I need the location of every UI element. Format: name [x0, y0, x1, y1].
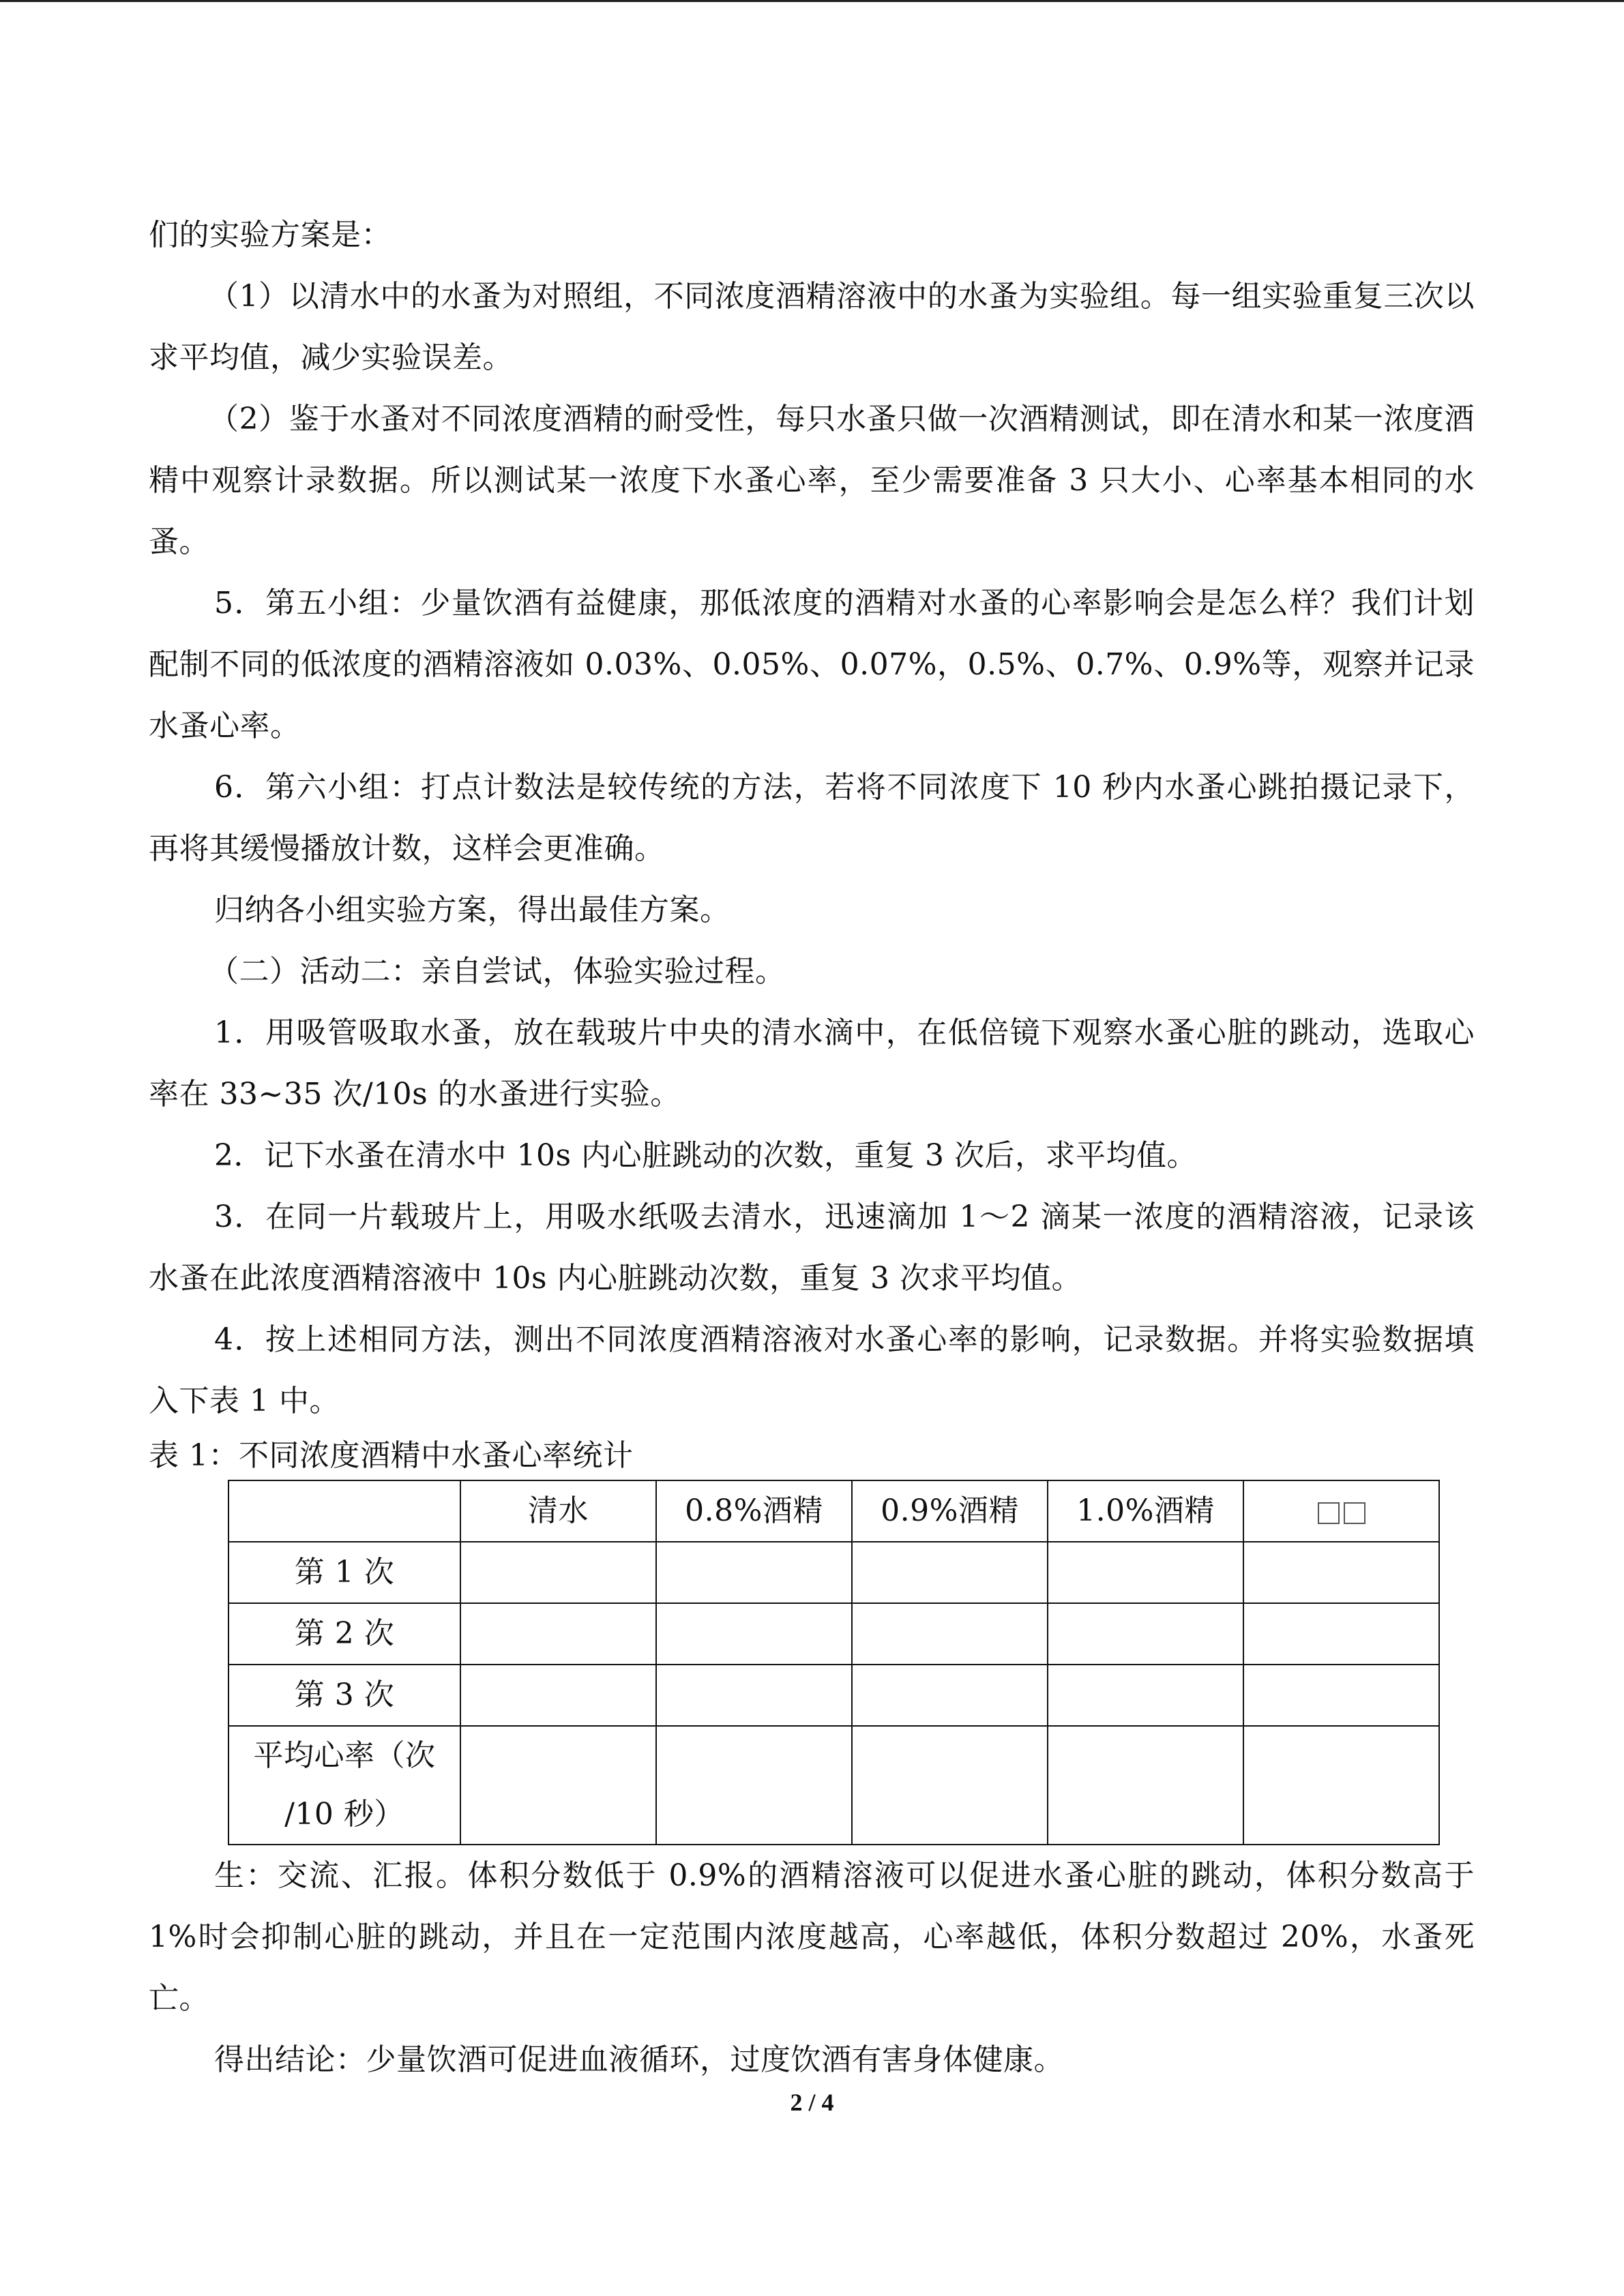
table-cell: [852, 1542, 1048, 1603]
table-header-cell: 0.9%酒精: [852, 1480, 1048, 1542]
page-number: 2 / 4: [790, 2089, 834, 2116]
table-header-placeholder: [1243, 1480, 1439, 1542]
table-cell: [656, 1665, 852, 1726]
paragraph-summary: 归纳各小组实验方案，得出最佳方案。: [214, 893, 730, 927]
table-cell: [1048, 1665, 1243, 1726]
table-cell: [1243, 1726, 1439, 1845]
table-header-row: [228, 1480, 1439, 1542]
paragraph-plan-item-1: （1）以清水中的水蚤为对照组，不同浓度酒精溶液中的水蚤为实验组。每一组实验重复三次以求平均值，减少实验误差。: [149, 279, 1475, 375]
heart-rate-table: [228, 1480, 1440, 1845]
paragraph-step-4: 4．按上述相同方法，测出不同浓度酒精溶液对水蚤心率的影响，记录数据。并将实验数据填入下表 1 中。: [149, 1322, 1475, 1418]
document-body: [149, 205, 1475, 2091]
table-cell: [852, 1726, 1048, 1845]
table-header-cell: [228, 1480, 460, 1542]
table-cell: [460, 1726, 656, 1845]
table-row: [228, 1665, 1439, 1726]
row-label-average: [228, 1726, 460, 1845]
table-cell: [656, 1542, 852, 1603]
missing-glyph-icon: [1318, 1502, 1340, 1524]
paragraph-activity-2: （二）活动二：亲自尝试，体验实验过程。: [209, 954, 786, 989]
row-label-line: 平均心率（次: [253, 1738, 436, 1773]
paragraph-step-3: 3．在同一片载玻片上，用吸水纸吸去清水，迅速滴加 1～2 滴某一浓度的酒精溶液，记录该水蚤在此浓度酒精溶液中 10s 内心脏跳动次数，重复 3 次求平均值。: [149, 1199, 1475, 1296]
table-cell: [852, 1603, 1048, 1665]
paragraph-report: 生：交流、汇报。体积分数低于 0.9%的酒精溶液可以促进水蚤心脏的跳动，体积分数高于 1%时会抑制心脏的跳动，并且在一定范围内浓度越高，心率越低，体积分数超过 20%，水蚤死亡。: [149, 1858, 1475, 2016]
table-cell: [656, 1726, 852, 1845]
table-cell: [852, 1665, 1048, 1726]
top-rule: [0, 0, 1624, 2]
missing-glyph-icon: [1344, 1502, 1365, 1524]
table-row: [228, 1603, 1439, 1665]
table-cell: [656, 1603, 852, 1665]
paragraph-plan-intro: 们的实验方案是：: [149, 218, 392, 252]
table-row: [228, 1542, 1439, 1603]
table-cell: [460, 1542, 656, 1603]
row-label: 第 2 次: [228, 1603, 460, 1665]
paragraph-plan-item-2: （2）鉴于水蚤对不同浓度酒精的耐受性，每只水蚤只做一次酒精测试，即在清水和某一浓度酒精中观察计录数据。所以测试某一浓度下水蚤心率，至少需要准备 3 只大小、心率基本相同的水蚤。: [149, 402, 1475, 559]
paragraph-group-6: 6．第六小组：打点计数法是较传统的方法，若将不同浓度下 10 秒内水蚤心跳拍摄记录下，再将其缓慢播放计数，这样会更准确。: [149, 770, 1475, 866]
paragraph-group-5: 5．第五小组：少量饮酒有益健康，那低浓度的酒精对水蚤的心率影响会是怎么样？我们计划配制不同的低浓度的酒精溶液如 0.03%、0.05%、0.07%，0.5%、0.7%、0.9%等，观察并记录水蚤心率。: [149, 586, 1475, 743]
table-header-cell: 0.8%酒精: [656, 1480, 852, 1542]
paragraph-step-2: 2．记下水蚤在清水中 10s 内心脏跳动的次数，重复 3 次后，求平均值。: [214, 1138, 1197, 1173]
row-label: 第 1 次: [228, 1542, 460, 1603]
table-cell: [1048, 1542, 1243, 1603]
table-cell: [1243, 1603, 1439, 1665]
table-cell: [460, 1665, 656, 1726]
table-cell: [1048, 1726, 1243, 1845]
table-caption: 表 1：不同浓度酒精中水蚤心率统计: [149, 1438, 634, 1473]
table-cell: [1048, 1603, 1243, 1665]
table-header-cell: 1.0%酒精: [1048, 1480, 1243, 1542]
table-cell: [1243, 1542, 1439, 1603]
row-label-line: /10 秒）: [284, 1797, 404, 1832]
table-cell: [460, 1603, 656, 1665]
table-cell: [1243, 1665, 1439, 1726]
paragraph-conclusion: 得出结论：少量饮酒可促进血液循环，过度饮酒有害身体健康。: [214, 2042, 1064, 2077]
paragraph-step-1: 1．用吸管吸取水蚤，放在载玻片中央的清水滴中，在低倍镜下观察水蚤心脏的跳动，选取心率在 33~35 次/10s 的水蚤进行实验。: [149, 1015, 1475, 1112]
row-label: 第 3 次: [228, 1665, 460, 1726]
table-header-cell: 清水: [460, 1480, 656, 1542]
table-row-average: [228, 1726, 1439, 1845]
